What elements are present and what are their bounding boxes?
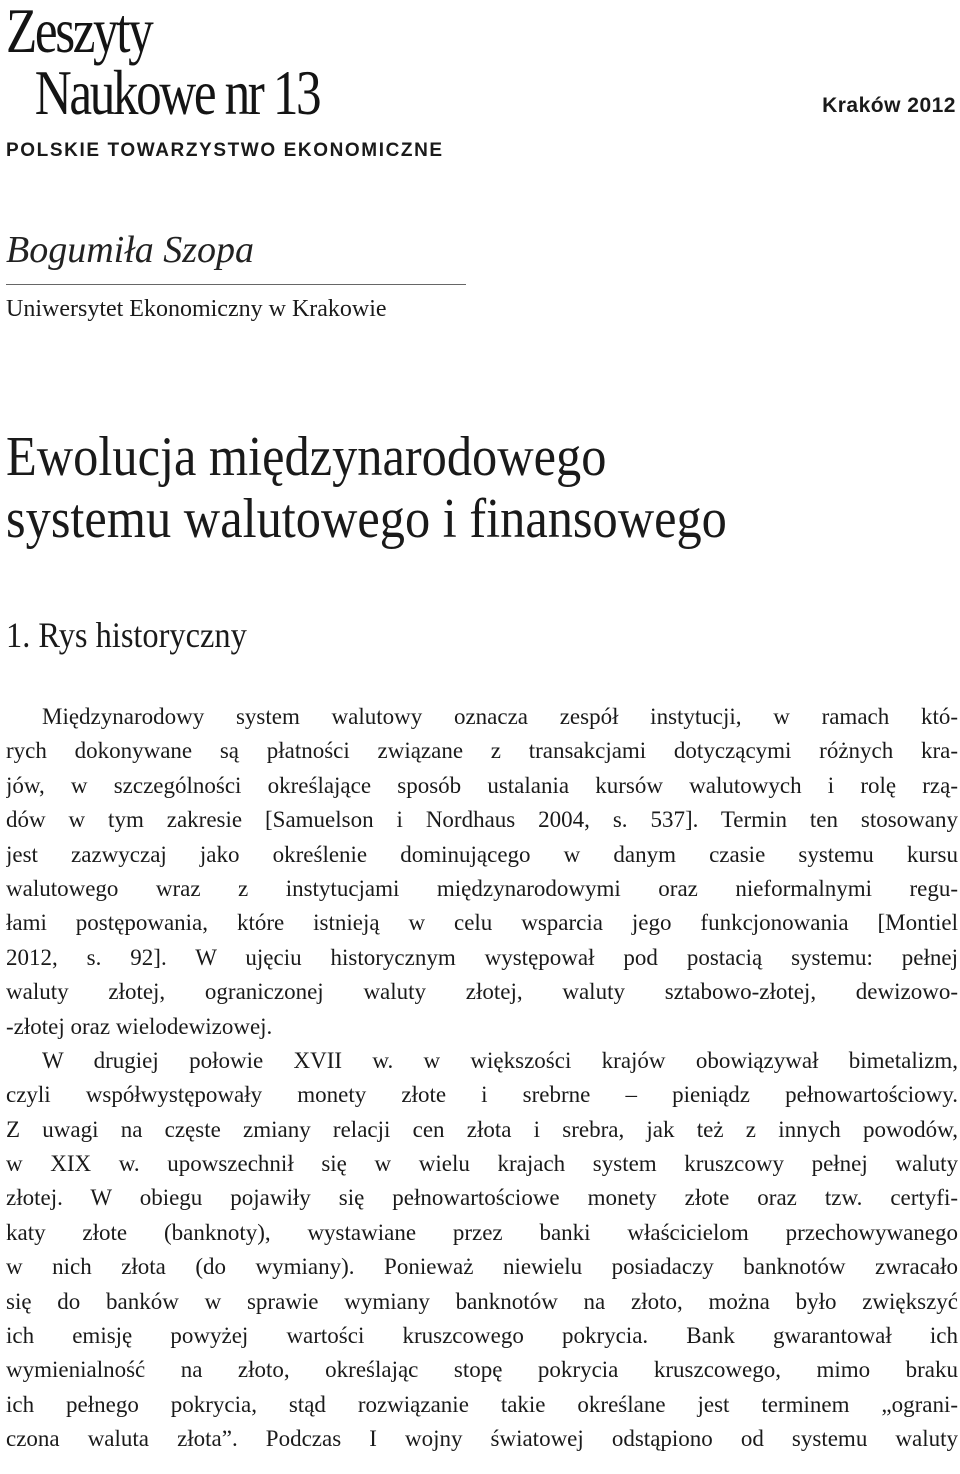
body-text [6, 700, 958, 1457]
text-line: waluty złotej, ograniczonej waluty złotej, waluty sztabowo-złotej, dewizowo- [6, 979, 958, 1005]
text-line: Międzynarodowy system walutowy oznacza zespół instytucji, w ramach któ- [42, 704, 958, 729]
text-line: wymienialność na złoto, określając stopę pokrycia kruszcowego, mimo braku [6, 1357, 958, 1383]
text-line: jest zazwyczaj jako określenie dominującego w danym czasie systemu kursu [6, 841, 958, 867]
text-line: ich pełnego pokrycia, stąd rozwiązanie takie określane jest terminem „ograni- [6, 1391, 958, 1417]
author-divider [6, 284, 466, 285]
text-line: w XIX w. upowszechnił się w wielu krajach system kruszcowy pełnej waluty [6, 1151, 958, 1177]
text-line: się do banków w sprawie wymiany banknotów na złoto, można było zwiększyć [6, 1288, 958, 1314]
text-line: walutowego wraz z instytucjami międzynarodowymi oraz nieformalnymi regu- [6, 875, 958, 901]
text-line: 2012, s. 92]. W ujęciu historycznym występował pod postacią systemu: pełnej [6, 944, 958, 970]
text-line: Z uwagi na częste zmiany relacji cen złota i srebra, jak też z innych powodów, [6, 1116, 958, 1142]
author-affiliation: Uniwersytet Ekonomiczny w Krakowie [6, 296, 387, 322]
journal-title [6, 0, 320, 128]
journal-title-line2: Naukowe nr 13 [34, 57, 320, 128]
article-title-line2: systemu walutowego i finansowego [6, 488, 727, 550]
text-line: W drugiej połowie XVII w. w większości krajów obowiązywał bimetalizm, [42, 1047, 958, 1073]
text-line: -złotej oraz wielodewizowej. [6, 1013, 273, 1039]
text-line: czona waluta złota”. Podczas I wojny światowej odstąpiono od systemu waluty [6, 1426, 958, 1452]
text-line: złotej. W obiegu pojawiły się pełnowartościowe monety złote oraz tzw. certyfi- [6, 1185, 958, 1211]
text-line: dów w tym zakresie [Samuelson i Nordhaus 2004, s. 537]. Termin ten stosowany [6, 807, 958, 833]
text-line: czyli współwystępowały monety złote i srebrne – pieniądz pełnowartościowy. [6, 1082, 958, 1108]
author-name: Bogumiła Szopa [6, 229, 255, 271]
text-line: jów, w szczególności określające sposób ustalania kursów walutowych i rolę rzą- [6, 772, 958, 798]
journal-title-line1: Zeszyty [6, 0, 152, 66]
text-line: w nich złota (do wymiany). Ponieważ niewielu posiadaczy banknotów zwracało [6, 1254, 958, 1280]
paragraph-1 [6, 700, 958, 1044]
text-line: łami postępowania, które istnieją w celu wsparcia jego funkcjonowania [Montiel [6, 910, 958, 936]
text-line: rych dokonywane są płatności związane z transakcjami dotyczącymi różnych kra- [6, 738, 958, 764]
section-heading: 1. Rys historyczny [6, 615, 247, 655]
text-line: katy złote (banknoty), wystawiane przez banki właścicielom przechowywanego [6, 1219, 958, 1245]
society-name: POLSKIE TOWARZYSTWO EKONOMICZNE [6, 140, 444, 161]
text-line: ich emisję powyżej wartości kruszcowego pokrycia. Bank gwarantował ich [6, 1323, 958, 1349]
article-title [6, 426, 727, 550]
paragraph-2 [6, 1044, 958, 1457]
place-year: Kraków 2012 [822, 94, 956, 117]
article-title-line1: Ewolucja międzynarodowego [6, 426, 607, 488]
